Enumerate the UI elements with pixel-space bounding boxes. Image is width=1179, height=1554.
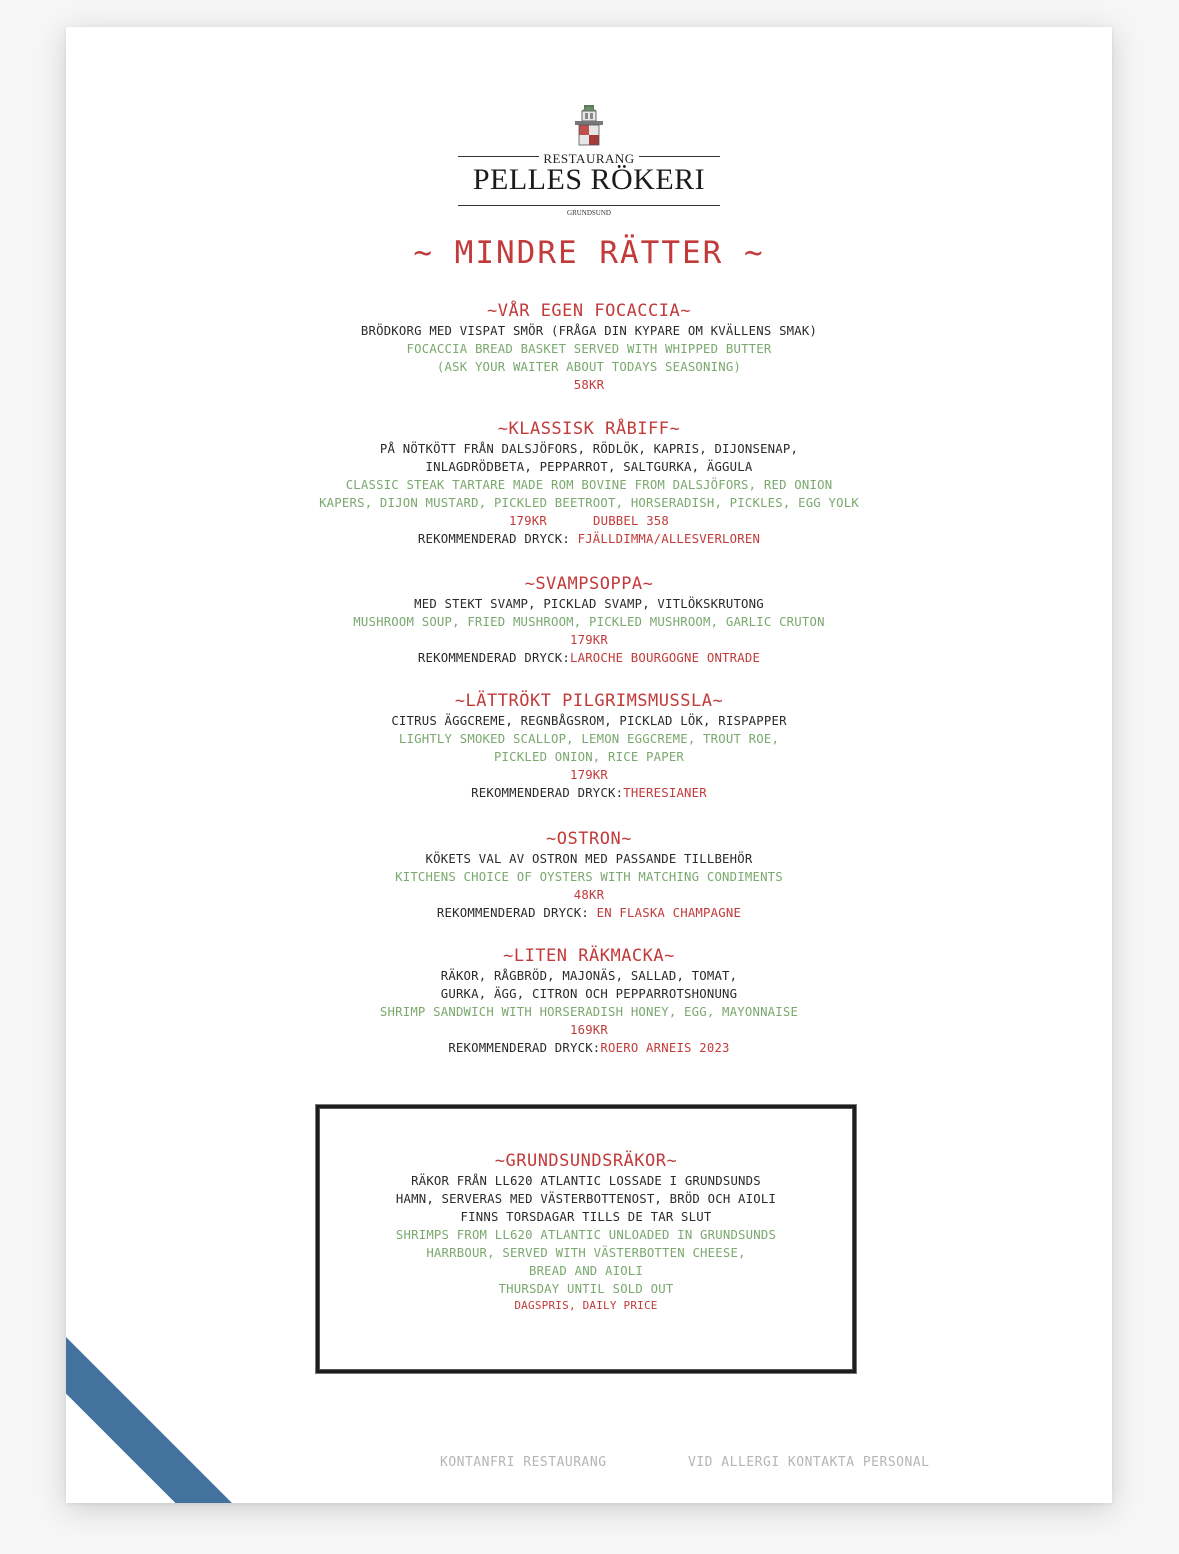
dish-heading: ~SVAMPSOPPA~ (524, 574, 654, 594)
menu-item-rabiff (66, 418, 1112, 548)
dish-description-en: BREAD AND AIOLI (528, 1264, 644, 1278)
footer-cashless: KONTANFRI RESTAURANG (440, 1455, 607, 1470)
logo-name: PELLES RÖKERI (472, 163, 706, 196)
drink-recommendation (66, 649, 1112, 667)
dish-description-en: PICKLED ONION, RICE PAPER (493, 750, 685, 764)
dish-description-sv: MED STEKT SVAMP, PICKLAD SVAMP, VITLÖKSKRUTONG (414, 597, 764, 611)
drink-label: REKOMMENDERAD DRYCK: (417, 532, 578, 546)
drink-name: ROERO ARNEIS 2023 (600, 1041, 730, 1055)
dish-price: 169KR (569, 1023, 609, 1037)
drink-label: REKOMMENDERAD DRYCK: (436, 906, 597, 920)
dish-description-en: (ASK YOUR WAITER ABOUT TODAYS SEASONING) (436, 360, 742, 374)
drink-label: REKOMMENDERAD DRYCK: (417, 651, 570, 665)
drink-name: LAROCHE BOURGOGNE ONTRADE (569, 651, 761, 665)
menu-item-rakmacka (66, 945, 1112, 1057)
restaurant-logo (454, 101, 724, 217)
menu-title: ~ MINDRE RÄTTER ~ (413, 235, 765, 271)
menu-item-svampsoppa (66, 573, 1112, 667)
dish-price: 179KR (508, 514, 547, 528)
dish-price: 58KR (573, 378, 605, 392)
dish-description-sv: FINNS TORSDAGAR TILLS DE TAR SLUT (460, 1210, 712, 1224)
drink-recommendation (66, 904, 1112, 922)
dish-heading: ~LITEN RÄKMACKA~ (503, 946, 675, 966)
dish-heading: ~VÅR EGEN FOCACCIA~ (487, 301, 691, 321)
drink-recommendation (66, 530, 1112, 548)
dish-price-row (66, 512, 1112, 530)
dish-price: DAGSPRIS, DAILY PRICE (514, 1299, 658, 1312)
dish-price: 179KR (569, 768, 609, 782)
dish-heading: ~GRUNDSUNDSRÄKOR~ (494, 1151, 678, 1171)
drink-name: THERESIANER (623, 786, 707, 800)
drink-recommendation (66, 1039, 1112, 1057)
dish-description-sv: CITRUS ÄGGCREME, REGNBÅGSROM, PICKLAD LÖK, RISPAPPER (391, 714, 787, 728)
dish-heading: ~KLASSISK RÅBIFF~ (497, 419, 681, 439)
dish-description-en: KITCHENS CHOICE OF OYSTERS WITH MATCHING CONDIMENTS (395, 870, 783, 884)
dish-description-en: SHRIMPS FROM LL620 ATLANTIC UNLOADED IN GRUNDSUNDS (395, 1228, 777, 1242)
lighthouse-icon (567, 103, 611, 151)
dish-description-en: MUSHROOM SOUP, FRIED MUSHROOM, PICKLED MUSHROOM, GARLIC CRUTON (353, 615, 825, 629)
dish-heading: ~LÄTTRÖKT PILGRIMSMUSSLA~ (454, 691, 724, 711)
dish-description-sv: RÄKOR FRÅN LL620 ATLANTIC LOSSADE I GRUNDSUNDS (411, 1174, 761, 1188)
dish-price-double: DUBBEL 358 (592, 514, 670, 528)
dish-description-sv: GURKA, ÄGG, CITRON OCH PEPPARROTSHONUNG (440, 987, 738, 1001)
drink-name: EN FLASKA CHAMPAGNE (596, 906, 742, 920)
menu-item-pilgrimsmussla (66, 690, 1112, 802)
drink-name: FJÄLLDIMMA/ALLESVERLOREN (577, 532, 761, 546)
dish-description-en: SHRIMP SANDWICH WITH HORSERADISH HONEY, EGG, MAYONNAISE (379, 1005, 799, 1019)
dish-description-en: KAPERS, DIJON MUSTARD, PICKLED BEETROOT, HORSERADISH, PICKLES, EGG YOLK (319, 496, 859, 510)
drink-label: REKOMMENDERAD DRYCK: (448, 1041, 601, 1055)
dish-price: 48KR (573, 888, 605, 902)
logo-bottom-word: GRUNDSUND (563, 209, 615, 217)
drink-label: REKOMMENDERAD DRYCK: (471, 786, 624, 800)
menu-item-focaccia (66, 300, 1112, 394)
dish-description-sv: HAMN, SERVERAS MED VÄSTERBOTTENOST, BRÖD OCH AIOLI (395, 1192, 777, 1206)
dish-description-sv: INLAGDRÖDBETA, PEPPARROT, SALTGURKA, ÄGGULA (425, 460, 753, 474)
dish-description-sv: PÅ NÖTKÖTT FRÅN DALSJÖFORS, RÖDLÖK, KAPRIS, DIJONSENAP, (379, 442, 799, 456)
dish-description-en: FOCACCIA BREAD BASKET SERVED WITH WHIPPED BUTTER (406, 342, 772, 356)
dish-price: 179KR (569, 633, 609, 647)
menu-page (66, 27, 1112, 1503)
dish-description-en: THURSDAY UNTIL SOLD OUT (498, 1282, 674, 1296)
corner-ribbon-label: MINDRE RÄTTER (168, 1254, 308, 1394)
dish-description-sv: KÖKETS VAL AV OSTRON MED PASSANDE TILLBEHÖR (425, 852, 753, 866)
dish-description-en: CLASSIC STEAK TARTARE MADE ROM BOVINE FROM DALSJÖFORS, RED ONION (345, 478, 833, 492)
dish-heading: ~OSTRON~ (546, 829, 632, 849)
footer-allergy: VID ALLERGI KONTAKTA PERSONAL (688, 1455, 930, 1470)
dish-description-sv: BRÖDKORG MED VISPAT SMÖR (FRÅGA DIN KYPARE OM KVÄLLENS SMAK) (360, 324, 818, 338)
dish-description-en: HARRBOUR, SERVED WITH VÄSTERBOTTEN CHEESE, (426, 1246, 746, 1260)
drink-recommendation (66, 784, 1112, 802)
special-box-grundsundsrakor (316, 1105, 856, 1373)
logo-top-word: RESTAURANG (539, 151, 638, 166)
dish-description-sv: RÄKOR, RÅGBRÖD, MAJONÄS, SALLAD, TOMAT, (440, 969, 738, 983)
menu-item-ostron (66, 828, 1112, 922)
dish-description-en: LIGHTLY SMOKED SCALLOP, LEMON EGGCREME, TROUT ROE, (398, 732, 780, 746)
